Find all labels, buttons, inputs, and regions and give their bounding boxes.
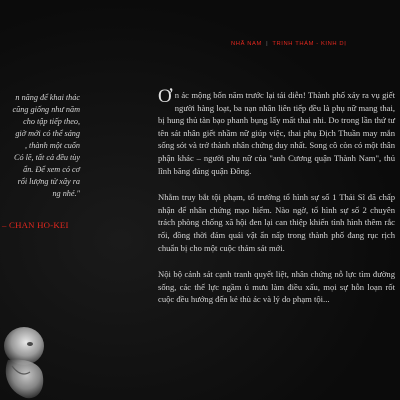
quote-author: – CHAN HO-KEI xyxy=(2,220,69,230)
quote-line: giờ mới có thể sáng xyxy=(15,129,80,138)
drop-cap: Ơ xyxy=(158,86,172,107)
synopsis-paragraph-3: Nội bộ cảnh sát cạnh tranh quyết liệt, nhân chứng nỗ lực tìm đường sống, các thế lực ngầm ủ mưu làm điều xấu, mọi sự hỗn loạn rốt cuộc đều hướng đến kẻ thù ác và lý do phạm tội... xyxy=(158,269,395,305)
quote-line: Có lẽ, tất cả đều tùy xyxy=(14,153,80,162)
quote-line: n năng để khai thác xyxy=(15,93,80,102)
paragraph-text: n ác mộng bốn năm trước lại tái diễn! Thành phố xảy ra vụ giết người hàng loạt, ba nạn nhân liên tiếp đều là phụ nữ mang thai, bị hung thủ tàn bạo phanh bụng lấy mất thai nhi. Do trong lần thứ tư tên sát nhân giết nhầm nữ giúp việc, thai phụ Địch Thuần may mắn sống sót và trở thành nhân chứng duy nhất. Song cô còn có một thân phận khác – người phụ nữ của "anh Cương quận Thành Nam", thủ lĩnh băng đảng quận Đông. xyxy=(158,90,395,176)
quote-line: ng nhé." xyxy=(52,189,80,198)
quote-line: cũng giống như năm xyxy=(12,105,80,114)
synopsis-paragraph-1 xyxy=(158,86,395,177)
synopsis xyxy=(158,86,395,320)
genre-label: TRINH THÁM - KINH DỊ xyxy=(272,41,347,47)
quote-line: cho tập tiếp theo, xyxy=(23,117,80,126)
imprint-separator: | xyxy=(266,41,269,47)
fetus-illustration xyxy=(0,322,52,400)
synopsis-paragraph-2: Nhằm truy bắt tội phạm, tổ trưởng tổ hình sự số 1 Thái Sĩ đã chấp nhận để nhân chứng mạo hiểm. Nào ngờ, tổ hình sự số 2 chuyên trách phòng chống xã hội đen lại can thiệp khiến tình hình thêm rắc rối, đồng thời đám quái vật ẩn nấp trong thành phố đang rục rịch chuẩn bị cho một cuộc thảm sát mới. xyxy=(158,192,395,253)
quote-line: , thành một cuốn xyxy=(24,141,80,150)
publisher-name: NHÃ NAM xyxy=(231,41,262,47)
quote-line: rổi lượng từ xây ra xyxy=(17,177,80,186)
publisher-imprint xyxy=(231,41,400,47)
quote-block xyxy=(0,92,86,282)
quote-line: ẩn. Để xem có cơ xyxy=(23,165,80,174)
